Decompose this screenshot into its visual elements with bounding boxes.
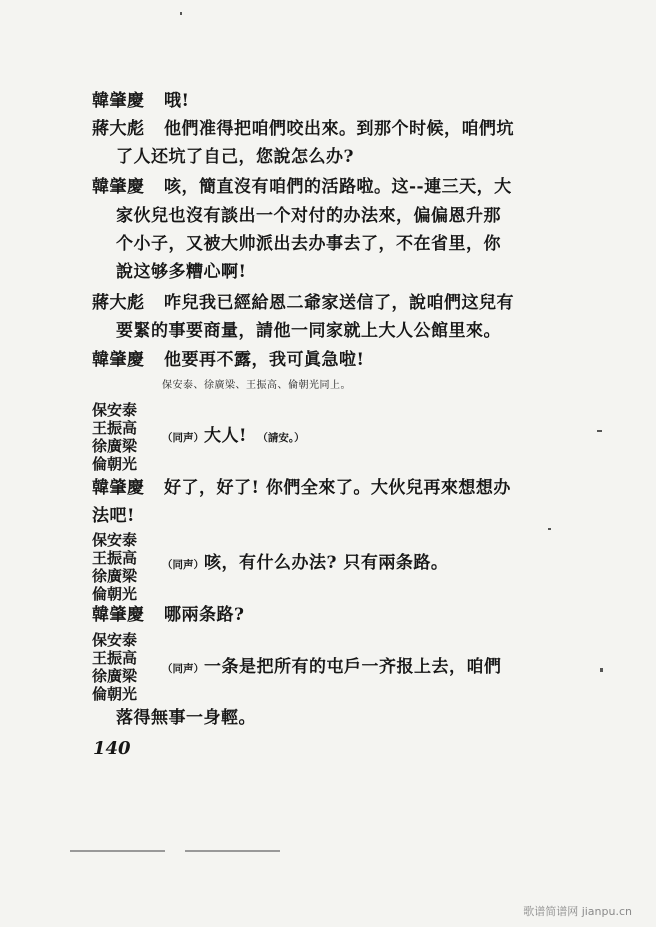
dialogue-line: [92, 604, 244, 626]
group-speaker-name: 王振高: [92, 419, 138, 437]
scan-smudge: [70, 850, 165, 852]
scan-speck: [600, 668, 603, 672]
dialogue-continuation: 个小子，又被大帅派出去办事去了，不在省里，你: [116, 234, 501, 254]
dialogue-line: [92, 477, 511, 499]
group-speaker-name: 保安泰: [92, 631, 138, 649]
dialogue-text: 咳，有什么办法? 只有兩条路。: [204, 553, 449, 573]
dialogue-continuation: 說这够多糟心啊!: [116, 262, 247, 282]
speaker-name: 韓肇慶: [92, 91, 145, 111]
group-speaker-name: 王振高: [92, 649, 138, 667]
unison-tag: （同声）: [162, 432, 204, 444]
speaker-name: 蔣大彪: [92, 119, 145, 139]
scan-speck: [548, 528, 551, 530]
group-speaker-name: 倫朝光: [92, 685, 138, 703]
unison-tag: （同声）: [162, 663, 204, 675]
dialogue-line: [92, 349, 364, 371]
group-dialogue: [162, 552, 448, 576]
speaker-group: [92, 531, 137, 603]
dialogue-text: 一条是把所有的屯戶一齐报上去，咱們: [204, 657, 502, 677]
speaker-group: [92, 631, 137, 703]
watermark-text: 歌谱简谱网 jianpu.cn: [523, 905, 632, 918]
dialogue-line: [92, 118, 514, 140]
dialogue-text: 他們准得把咱們咬出來。到那个时候，咱們坑: [164, 119, 514, 139]
speaker-name: 韓肇慶: [92, 605, 145, 625]
speaker-name: 韓肇慶: [92, 177, 145, 197]
speaker-group: [92, 401, 137, 473]
unison-tag: （同声）: [162, 559, 204, 571]
dialogue-text: 他要再不露，我可眞急啦!: [164, 350, 365, 370]
dialogue-continuation: 法吧!: [92, 506, 135, 526]
group-speaker-name: 倫朝光: [92, 585, 138, 603]
dialogue-line: [92, 176, 512, 198]
stage-direction: （請安。）: [257, 432, 305, 444]
group-speaker-name: 保安泰: [92, 531, 138, 549]
dialogue-line: [92, 90, 189, 112]
speaker-name: 韓肇慶: [92, 478, 145, 498]
group-speaker-name: 王振高: [92, 549, 138, 567]
dialogue-line: [92, 292, 514, 314]
group-speaker-name: 徐廣梁: [92, 567, 138, 585]
scan-speck: [597, 430, 602, 432]
dialogue-continuation: 落得無事一身輕。: [116, 708, 256, 728]
speaker-name: 蔣大彪: [92, 293, 145, 313]
speaker-name: 韓肇慶: [92, 350, 145, 370]
scan-speck: [180, 12, 182, 15]
page-number: 140: [93, 738, 131, 759]
group-speaker-name: 保安泰: [92, 401, 138, 419]
dialogue-continuation: 要緊的事要商量，請他一同家就上大人公館里來。: [116, 321, 501, 341]
scan-smudge: [185, 850, 280, 852]
dialogue-text: 好了，好了! 你們全來了。大伙兒再來想想办: [164, 478, 511, 498]
group-dialogue: [162, 425, 305, 449]
dialogue-text: 哦!: [164, 91, 190, 111]
group-speaker-name: 徐廣梁: [92, 667, 138, 685]
dialogue-continuation: 了人还坑了自己，您說怎么办?: [116, 147, 354, 167]
dialogue-text: 大人!: [204, 426, 247, 446]
dialogue-text: 哪兩条路?: [164, 605, 245, 625]
group-dialogue: [162, 656, 502, 680]
dialogue-continuation: 家伙兒也沒有談出一个对付的办法來，偏偏恩升那: [116, 206, 501, 226]
stage-direction: 保安泰、徐廣梁、王振高、倫朝光同上。: [162, 380, 351, 391]
dialogue-text: 咋兒我已經給恩二爺家送信了，說咱們这兒有: [164, 293, 514, 313]
group-speaker-name: 徐廣梁: [92, 437, 138, 455]
group-speaker-name: 倫朝光: [92, 455, 138, 473]
dialogue-text: 咳，簡直沒有咱們的活路啦。这--連三天，大: [164, 177, 512, 197]
